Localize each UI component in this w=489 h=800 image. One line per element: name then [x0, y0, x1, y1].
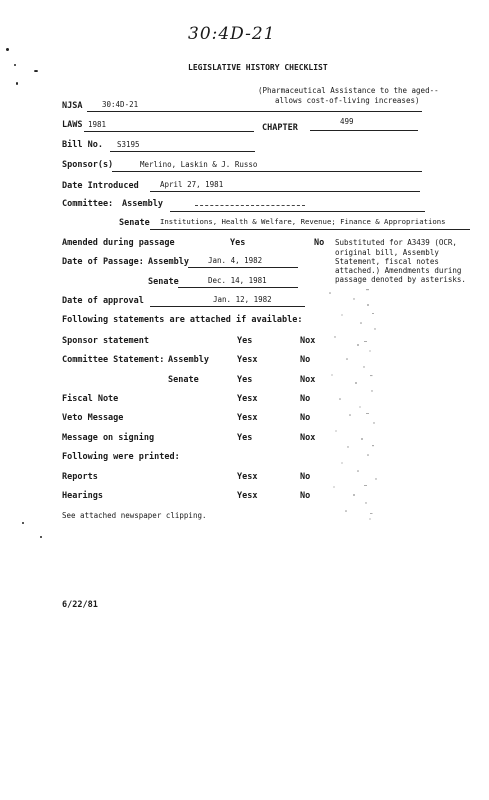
sponsors-value: Merlino, Laskin & J. Russo [140, 160, 258, 169]
committee-senate-value: Institutions, Health & Welfare, Revenue; Finance & Appropriations [160, 217, 446, 226]
approval-underline [150, 306, 305, 307]
introduced-label: Date Introduced [62, 181, 139, 191]
passage-assembly-underline [188, 267, 298, 268]
summary-line-1: (Pharmaceutical Assistance to the aged-- [258, 86, 439, 95]
reports-no: No [300, 472, 311, 482]
committee-senate-underline [150, 229, 470, 230]
njsa-label: NJSA [62, 101, 83, 111]
fiscal-note-yes: Yesx [237, 394, 258, 404]
approval-label: Date of approval [62, 296, 144, 306]
bill-label: Bill No. [62, 140, 103, 150]
committee-label: Committee: [62, 199, 114, 209]
committee-assembly-label: Assembly [122, 199, 163, 209]
scan-speck [16, 82, 18, 85]
handwritten-reference: 30:4D-21 [188, 24, 276, 44]
sponsor-statement-label: Sponsor statement [62, 336, 149, 346]
message-signing-yes: Yes [237, 433, 253, 443]
message-signing-label: Message on signing [62, 433, 155, 443]
passage-senate-label: Senate [148, 277, 179, 287]
chapter-value: 499 [340, 117, 354, 126]
clipping-note: See attached newspaper clipping. [62, 511, 207, 520]
sponsors-label: Sponsor(s) [62, 160, 114, 170]
veto-message-label: Veto Message [62, 413, 124, 423]
laws-label: LAWS [62, 120, 83, 130]
bill-value: S3195 [117, 140, 140, 149]
passage-label: Date of Passage: [62, 257, 144, 267]
hearings-yes: Yesx [237, 491, 258, 501]
reports-label: Reports [62, 472, 98, 482]
fiscal-note-no: No [300, 394, 311, 404]
substituted-note-4: attached.) Amendments during [335, 266, 462, 275]
printed-heading: Following were printed: [62, 452, 180, 462]
fiscal-note-label: Fiscal Note [62, 394, 119, 404]
passage-senate-underline [178, 287, 298, 288]
introduced-value: April 27, 1981 [160, 180, 224, 189]
hearings-no: No [300, 491, 311, 501]
committee-statement-assembly: Assembly [168, 355, 209, 365]
scan-speck [34, 70, 38, 72]
footer-date: 6/22/81 [62, 600, 98, 610]
sponsor-statement-no: Nox [300, 336, 316, 346]
scan-speck [40, 536, 42, 538]
amended-yes: Yes [230, 238, 246, 248]
amended-label: Amended during passage [62, 238, 175, 248]
substituted-note-3: Statement, fiscal notes [335, 257, 439, 266]
substituted-note-5: passage denoted by asterisks. [335, 275, 466, 284]
scan-speck [14, 64, 16, 66]
chapter-underline [310, 130, 418, 131]
hearings-label: Hearings [62, 491, 103, 501]
introduced-underline [150, 191, 420, 192]
committee-assembly-underline [170, 211, 425, 212]
scan-speck [22, 522, 24, 524]
committee-statement-senate-no: Nox [300, 375, 316, 385]
committee-senate-label: Senate [119, 218, 150, 228]
passage-senate-value: Dec. 14, 1981 [208, 276, 267, 285]
committee-statement-label: Committee Statement: [62, 355, 165, 365]
attached-heading: Following statements are attached if available: [62, 315, 303, 325]
laws-underline [84, 131, 254, 132]
approval-value: Jan. 12, 1982 [213, 295, 272, 304]
committee-statement-assembly-yes: Yesx [237, 355, 258, 365]
sponsor-statement-yes: Yes [237, 336, 253, 346]
reports-yes: Yesx [237, 472, 258, 482]
laws-value: 1981 [88, 120, 107, 129]
bill-underline [110, 151, 255, 152]
amended-no: No [314, 238, 325, 248]
veto-message-yes: Yesx [237, 413, 258, 423]
chapter-label: CHAPTER [262, 123, 298, 133]
page-title: LEGISLATIVE HISTORY CHECKLIST [188, 63, 328, 72]
summary-line-2: allows cost-of-living increases) [275, 96, 420, 105]
veto-message-no: No [300, 413, 311, 423]
committee-statement-senate: Senate [168, 375, 199, 385]
substituted-note-1: Substituted for A3439 (OCR, [335, 238, 457, 247]
committee-statement-senate-yes: Yes [237, 375, 253, 385]
committee-statement-assembly-no: No [300, 355, 311, 365]
passage-assembly-value: Jan. 4, 1982 [208, 256, 263, 265]
njsa-value: 30:4D-21 [102, 100, 139, 109]
scan-noise-column [320, 285, 380, 525]
substituted-note-2: original bill, Assembly [335, 248, 439, 257]
committee-assembly-dashes [195, 205, 305, 206]
message-signing-no: Nox [300, 433, 316, 443]
sponsors-underline [112, 171, 422, 172]
njsa-underline [87, 111, 422, 112]
passage-assembly-label: Assembly [148, 257, 189, 267]
scan-speck [6, 48, 9, 51]
